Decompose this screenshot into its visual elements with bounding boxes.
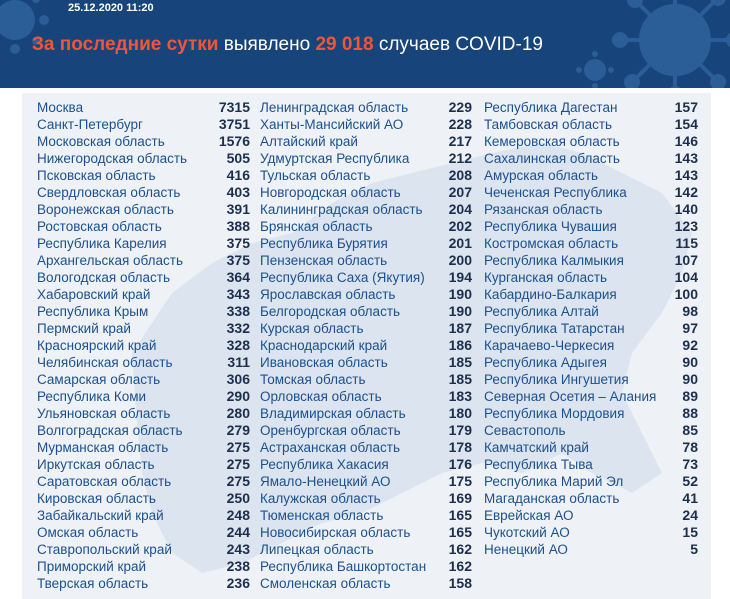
table-row <box>260 252 472 269</box>
table-row <box>484 541 698 558</box>
table-row <box>37 133 250 150</box>
region-name: Омская область <box>37 525 139 540</box>
table-row <box>484 116 698 133</box>
case-value: 236 <box>226 575 250 591</box>
case-value: 5 <box>690 541 698 557</box>
region-name: Республика Хакасия <box>260 457 389 472</box>
case-value: 100 <box>674 286 698 302</box>
table-row <box>37 422 250 439</box>
case-value: 158 <box>448 575 472 591</box>
region-name: Курганская область <box>484 270 608 285</box>
region-name: Ненецкий АО <box>484 542 568 557</box>
table-row <box>484 286 698 303</box>
table-row <box>484 303 698 320</box>
region-name: Челябинская область <box>37 355 173 370</box>
table-row <box>484 150 698 167</box>
table-row <box>260 133 472 150</box>
region-name: Владимирская область <box>260 406 406 421</box>
table-row <box>484 422 698 439</box>
case-value: 154 <box>674 116 698 132</box>
region-name: Ямало-Ненецкий АО <box>260 474 391 489</box>
case-value: 143 <box>674 150 698 166</box>
region-column-2 <box>260 99 472 592</box>
table-row <box>484 218 698 235</box>
table-row <box>37 524 250 541</box>
case-value: 290 <box>226 388 250 404</box>
table-row <box>484 473 698 490</box>
table-row <box>484 354 698 371</box>
case-value: 375 <box>226 235 250 251</box>
case-value: 403 <box>226 184 250 200</box>
case-value: 338 <box>226 303 250 319</box>
table-row <box>484 439 698 456</box>
case-value: 343 <box>226 286 250 302</box>
table-row <box>484 133 698 150</box>
region-name: Астраханская область <box>260 440 401 455</box>
region-name: Республика Адыгея <box>484 355 607 370</box>
case-count: 29 018 <box>315 34 374 55</box>
case-value: 505 <box>226 150 250 166</box>
case-value: 208 <box>448 167 472 183</box>
region-name: Амурская область <box>484 168 599 183</box>
table-row <box>484 337 698 354</box>
region-name: Забайкальский край <box>37 508 164 523</box>
region-name: Новосибирская область <box>260 525 411 540</box>
region-name: Костромская область <box>484 236 619 251</box>
case-value: 391 <box>226 201 250 217</box>
headline-prefix: За последние сутки <box>32 34 219 55</box>
table-row <box>260 439 472 456</box>
table-row <box>37 473 250 490</box>
table-row <box>260 99 472 116</box>
table-row <box>260 422 472 439</box>
case-value: 89 <box>682 388 698 404</box>
table-row <box>260 235 472 252</box>
table-row <box>484 201 698 218</box>
table-row <box>260 337 472 354</box>
region-name: Приморский край <box>37 559 147 574</box>
table-row <box>484 490 698 507</box>
case-value: 85 <box>682 422 698 438</box>
region-column-3 <box>484 99 698 558</box>
case-value: 15 <box>682 524 698 540</box>
case-value: 146 <box>674 133 698 149</box>
region-name: Республика Татарстан <box>484 321 625 336</box>
region-name: Ульяновская область <box>37 406 171 421</box>
table-row <box>37 252 250 269</box>
table-row <box>37 388 250 405</box>
date-stamp: 25.12.2020 11:20 <box>68 2 154 14</box>
region-name: Удмуртская Республика <box>260 151 410 166</box>
table-row <box>37 269 250 286</box>
case-value: 157 <box>674 99 698 115</box>
case-value: 306 <box>226 371 250 387</box>
region-name: Карачаево-Черкесия <box>484 338 615 353</box>
region-name: Брянская область <box>260 219 373 234</box>
case-value: 104 <box>674 269 698 285</box>
table-row <box>37 303 250 320</box>
table-row <box>260 558 472 575</box>
region-name: Оренбургская область <box>260 423 401 438</box>
case-value: 364 <box>226 269 250 285</box>
table-row <box>484 167 698 184</box>
table-row <box>37 235 250 252</box>
region-name: Ленинградская область <box>260 100 409 115</box>
table-row <box>260 524 472 541</box>
table-row <box>260 473 472 490</box>
case-value: 275 <box>226 439 250 455</box>
case-value: 180 <box>448 405 472 421</box>
table-row <box>37 116 250 133</box>
region-name: Калининградская область <box>260 202 423 217</box>
case-value: 179 <box>448 422 472 438</box>
table-row <box>37 286 250 303</box>
case-value: 248 <box>226 507 250 523</box>
region-name: Кемеровская область <box>484 134 620 149</box>
case-value: 162 <box>448 558 472 574</box>
region-name: Сахалинская область <box>484 151 620 166</box>
table-row <box>484 320 698 337</box>
case-value: 1576 <box>218 133 250 149</box>
region-name: Чеченская Республика <box>484 185 627 200</box>
region-name: Республика Алтай <box>484 304 599 319</box>
region-name: Москва <box>37 100 84 115</box>
region-name: Северная Осетия – Алания <box>484 389 657 404</box>
case-value: 202 <box>448 218 472 234</box>
regions-panel <box>22 93 711 599</box>
case-value: 178 <box>448 439 472 455</box>
table-row <box>37 354 250 371</box>
table-row <box>484 371 698 388</box>
region-name: Республика Башкортостан <box>260 559 427 574</box>
table-row <box>260 286 472 303</box>
case-value: 207 <box>448 184 472 200</box>
region-name: Белгородская область <box>260 304 401 319</box>
region-name: Калужская область <box>260 491 381 506</box>
case-value: 123 <box>674 218 698 234</box>
case-value: 229 <box>448 99 472 115</box>
table-row <box>37 99 250 116</box>
headline-suffix: случаев COVID-19 <box>373 34 543 55</box>
region-name: Пермский край <box>37 321 131 336</box>
case-value: 142 <box>674 184 698 200</box>
table-row <box>37 320 250 337</box>
case-value: 194 <box>448 269 472 285</box>
case-value: 388 <box>226 218 250 234</box>
case-value: 332 <box>226 320 250 336</box>
case-value: 190 <box>448 303 472 319</box>
region-name: Санкт-Петербург <box>37 117 143 132</box>
region-name: Республика Саха (Якутия) <box>260 270 425 285</box>
table-row <box>37 405 250 422</box>
region-name: Орловская область <box>260 389 382 404</box>
case-value: 375 <box>226 252 250 268</box>
table-row <box>260 371 472 388</box>
case-value: 212 <box>448 150 472 166</box>
table-row <box>260 354 472 371</box>
case-value: 250 <box>226 490 250 506</box>
table-row <box>37 184 250 201</box>
case-value: 204 <box>448 201 472 217</box>
region-name: Тверская область <box>37 576 149 591</box>
region-name: Архангельская область <box>37 253 184 268</box>
table-row <box>260 201 472 218</box>
table-row <box>260 167 472 184</box>
region-name: Красноярский край <box>37 338 157 353</box>
table-row <box>37 456 250 473</box>
region-name: Алтайский край <box>260 134 358 149</box>
case-value: 183 <box>448 388 472 404</box>
case-value: 201 <box>448 235 472 251</box>
table-row <box>37 439 250 456</box>
case-value: 311 <box>227 354 250 370</box>
case-value: 328 <box>226 337 250 353</box>
region-name: Республика Карелия <box>37 236 167 251</box>
virus-icon <box>575 50 615 88</box>
case-value: 190 <box>448 286 472 302</box>
table-row <box>37 167 250 184</box>
region-name: Республика Коми <box>37 389 147 404</box>
table-row <box>37 490 250 507</box>
case-value: 243 <box>226 541 250 557</box>
table-row <box>484 405 698 422</box>
region-name: Ставропольский край <box>37 542 172 557</box>
region-name: Свердловская область <box>37 185 181 200</box>
region-name: Томская область <box>260 372 366 387</box>
case-value: 73 <box>682 456 698 472</box>
case-value: 162 <box>448 541 472 557</box>
region-column-1 <box>37 99 250 592</box>
region-name: Кировская область <box>37 491 156 506</box>
region-name: Республика Чувашия <box>484 219 617 234</box>
case-value: 107 <box>674 252 698 268</box>
table-row <box>37 541 250 558</box>
headline <box>32 34 543 56</box>
region-name: Ярославская область <box>260 287 396 302</box>
table-row <box>37 371 250 388</box>
table-row <box>37 337 250 354</box>
virus-icon <box>610 0 730 88</box>
table-row <box>260 303 472 320</box>
case-value: 228 <box>448 116 472 132</box>
region-name: Новгородская область <box>260 185 401 200</box>
case-value: 200 <box>448 252 472 268</box>
case-value: 98 <box>682 303 698 319</box>
case-value: 279 <box>226 422 250 438</box>
case-value: 7315 <box>218 99 250 115</box>
region-name: Кабардино-Балкария <box>484 287 617 302</box>
table-row <box>37 558 250 575</box>
region-name: Республика Ингушетия <box>484 372 629 387</box>
case-value: 143 <box>674 167 698 183</box>
case-value: 90 <box>682 354 698 370</box>
region-name: Вологодская область <box>37 270 170 285</box>
case-value: 275 <box>226 456 250 472</box>
case-value: 115 <box>675 235 698 251</box>
case-value: 185 <box>448 354 472 370</box>
case-value: 416 <box>226 167 250 183</box>
region-name: Саратовская область <box>37 474 172 489</box>
table-row <box>484 269 698 286</box>
table-row <box>260 150 472 167</box>
table-row <box>260 490 472 507</box>
region-name: Чукотский АО <box>484 525 570 540</box>
region-name: Псковская область <box>37 168 156 183</box>
table-row <box>260 184 472 201</box>
region-name: Нижегородская область <box>37 151 188 166</box>
region-name: Мурманская область <box>37 440 169 455</box>
case-value: 90 <box>682 371 698 387</box>
table-row <box>260 507 472 524</box>
header-banner <box>0 0 730 88</box>
case-value: 140 <box>674 201 698 217</box>
table-row <box>484 235 698 252</box>
table-row <box>260 320 472 337</box>
region-name: Смоленская область <box>260 576 391 591</box>
region-name: Иркутская область <box>37 457 155 472</box>
region-name: Краснодарский край <box>260 338 388 353</box>
table-row <box>37 150 250 167</box>
region-name: Рязанская область <box>484 202 603 217</box>
region-name: Хабаровский край <box>37 287 151 302</box>
region-name: Тамбовская область <box>484 117 613 132</box>
case-value: 24 <box>682 507 698 523</box>
case-value: 92 <box>682 337 698 353</box>
region-name: Республика Крым <box>37 304 149 319</box>
region-name: Московская область <box>37 134 165 149</box>
case-value: 280 <box>226 405 250 421</box>
case-value: 176 <box>448 456 472 472</box>
case-value: 238 <box>226 558 250 574</box>
table-row <box>260 388 472 405</box>
region-name: Липецкая область <box>260 542 374 557</box>
case-value: 244 <box>226 524 250 540</box>
region-name: Воронежская область <box>37 202 174 217</box>
region-name: Республика Тыва <box>484 457 593 472</box>
case-value: 186 <box>448 337 472 353</box>
region-name: Ханты-Мансийский АО <box>260 117 404 132</box>
region-name: Тульская область <box>260 168 371 183</box>
region-name: Республика Калмыкия <box>484 253 624 268</box>
region-name: Ивановская область <box>260 355 388 370</box>
table-row <box>260 269 472 286</box>
case-value: 88 <box>682 405 698 421</box>
table-row <box>260 541 472 558</box>
region-name: Магаданская область <box>484 491 620 506</box>
region-name: Республика Мордовия <box>484 406 625 421</box>
table-row <box>484 524 698 541</box>
region-name: Севастополь <box>484 423 566 438</box>
table-row <box>484 388 698 405</box>
case-value: 217 <box>448 133 472 149</box>
region-name: Республика Дагестан <box>484 100 618 115</box>
table-row <box>484 252 698 269</box>
region-name: Тюменская область <box>260 508 384 523</box>
case-value: 41 <box>682 490 698 506</box>
case-value: 175 <box>448 473 472 489</box>
case-value: 97 <box>682 320 698 336</box>
case-value: 275 <box>226 473 250 489</box>
case-value: 52 <box>682 473 698 489</box>
case-value: 187 <box>448 320 472 336</box>
region-name: Ростовская область <box>37 219 162 234</box>
table-row <box>260 218 472 235</box>
case-value: 165 <box>448 507 472 523</box>
table-row <box>37 575 250 592</box>
region-name: Камчатский край <box>484 440 589 455</box>
region-name: Еврейская АО <box>484 508 574 523</box>
region-name: Республика Бурятия <box>260 236 388 251</box>
table-row <box>484 184 698 201</box>
headline-mid: выявлено <box>218 34 316 55</box>
case-value: 185 <box>448 371 472 387</box>
table-row <box>37 218 250 235</box>
region-name: Республика Марий Эл <box>484 474 624 489</box>
case-value: 78 <box>682 439 698 455</box>
table-row <box>260 575 472 592</box>
table-row <box>484 507 698 524</box>
table-row <box>260 116 472 133</box>
table-row <box>260 405 472 422</box>
table-row <box>484 99 698 116</box>
case-value: 169 <box>448 490 472 506</box>
region-name: Курская область <box>260 321 364 336</box>
table-row <box>484 456 698 473</box>
table-row <box>260 456 472 473</box>
region-name: Волгоградская область <box>37 423 183 438</box>
table-row <box>37 507 250 524</box>
case-value: 3751 <box>218 116 250 132</box>
region-name: Самарская область <box>37 372 161 387</box>
table-row <box>37 201 250 218</box>
region-name: Пензенская область <box>260 253 388 268</box>
case-value: 165 <box>448 524 472 540</box>
